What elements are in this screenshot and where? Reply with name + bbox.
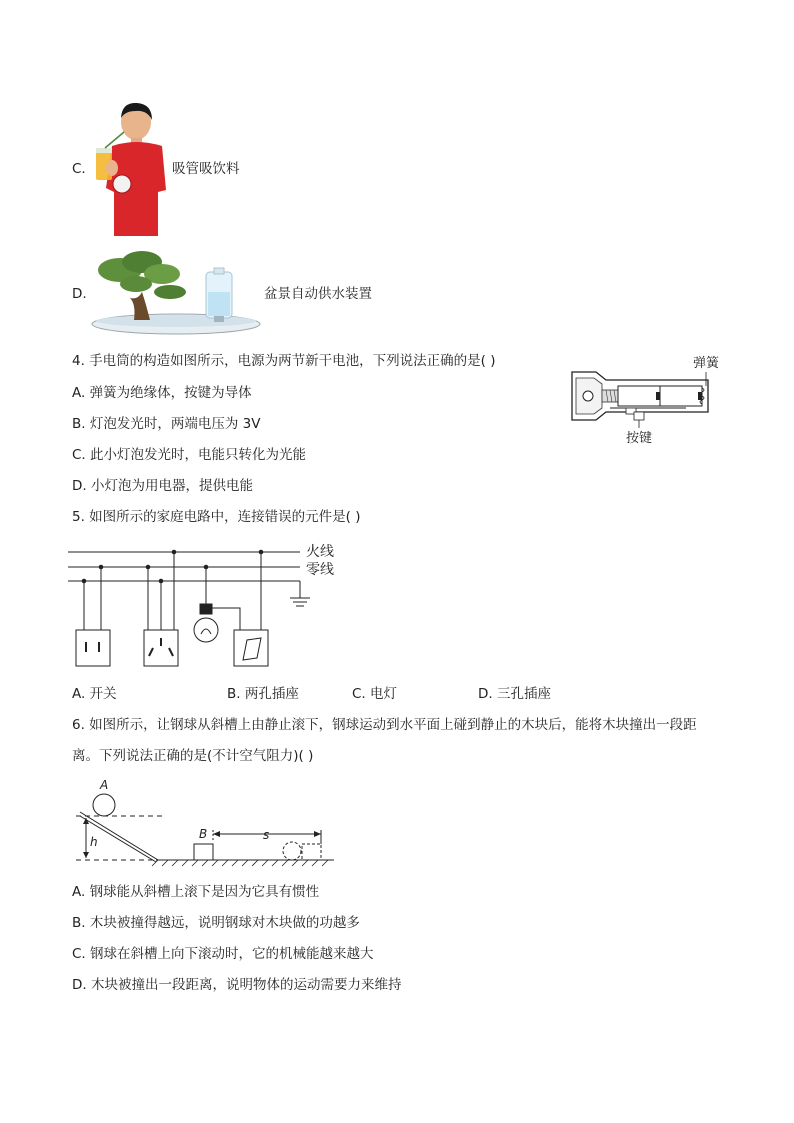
q3-option-c-text: 吸管吸饮料 (172, 161, 240, 177)
q5-option-a: A. 开关 (72, 686, 117, 702)
q4-option-a: A. 弹簧为绝缘体，按键为导体 (72, 385, 252, 401)
q3-option-c-letter: C. (72, 161, 86, 177)
boy-drinking-straw-image (92, 100, 170, 238)
q6-stem-line1: 6. 如图所示，让钢球从斜槽上由静止滚下，钢球运动到水平面上碰到静止的木块后，能将木块撞出一段距 (72, 717, 697, 733)
q6-option-a: A. 钢球能从斜槽上滚下是因为它具有惯性 (72, 884, 320, 900)
q4-option-d: D. 小灯泡为用电器，提供电能 (72, 478, 253, 494)
household-circuit-diagram (68, 538, 348, 670)
ramp-ball-block-diagram (72, 776, 336, 868)
q5-option-b: B. 两孔插座 (227, 686, 299, 702)
q6-option-c: C. 钢球在斜槽上向下滚动时，它的机械能越来越大 (72, 946, 374, 962)
bonsai-water-supply-image (90, 248, 262, 338)
q6-stem-line2: 离。下列说法正确的是(不计空气阻力)( ) (72, 748, 314, 764)
distance-label-s: s (263, 828, 270, 842)
q3-option-d-letter: D. (72, 286, 87, 302)
flashlight-diagram (566, 350, 728, 448)
ball-label-a: A (100, 778, 109, 792)
q4-stem: 4. 手电筒的构造如图所示，电源为两节新干电池，下列说法正确的是( ) (72, 353, 496, 369)
q6-option-d: D. 木块被撞出一段距离，说明物体的运动需要力来维持 (72, 977, 402, 993)
q6-option-b: B. 木块被撞得越远，说明钢球对木块做的功越多 (72, 915, 360, 931)
q3-option-d-text: 盆景自动供水装置 (264, 286, 372, 302)
button-label: 按键 (626, 431, 653, 446)
q5-option-c: C. 电灯 (352, 686, 398, 702)
neutral-wire-label: 零线 (306, 562, 334, 578)
block-label-b: B (199, 827, 208, 841)
q4-option-c: C. 此小灯泡发光时，电能只转化为光能 (72, 447, 307, 463)
height-label-h: h (90, 835, 98, 849)
live-wire-label: 火线 (306, 544, 334, 560)
q5-option-d: D. 三孔插座 (478, 686, 551, 702)
q5-stem: 5. 如图所示的家庭电路中，连接错误的元件是( ) (72, 509, 361, 525)
spring-label: 弹簧 (693, 356, 720, 371)
q4-option-b: B. 灯泡发光时，两端电压为 3V (72, 416, 261, 432)
